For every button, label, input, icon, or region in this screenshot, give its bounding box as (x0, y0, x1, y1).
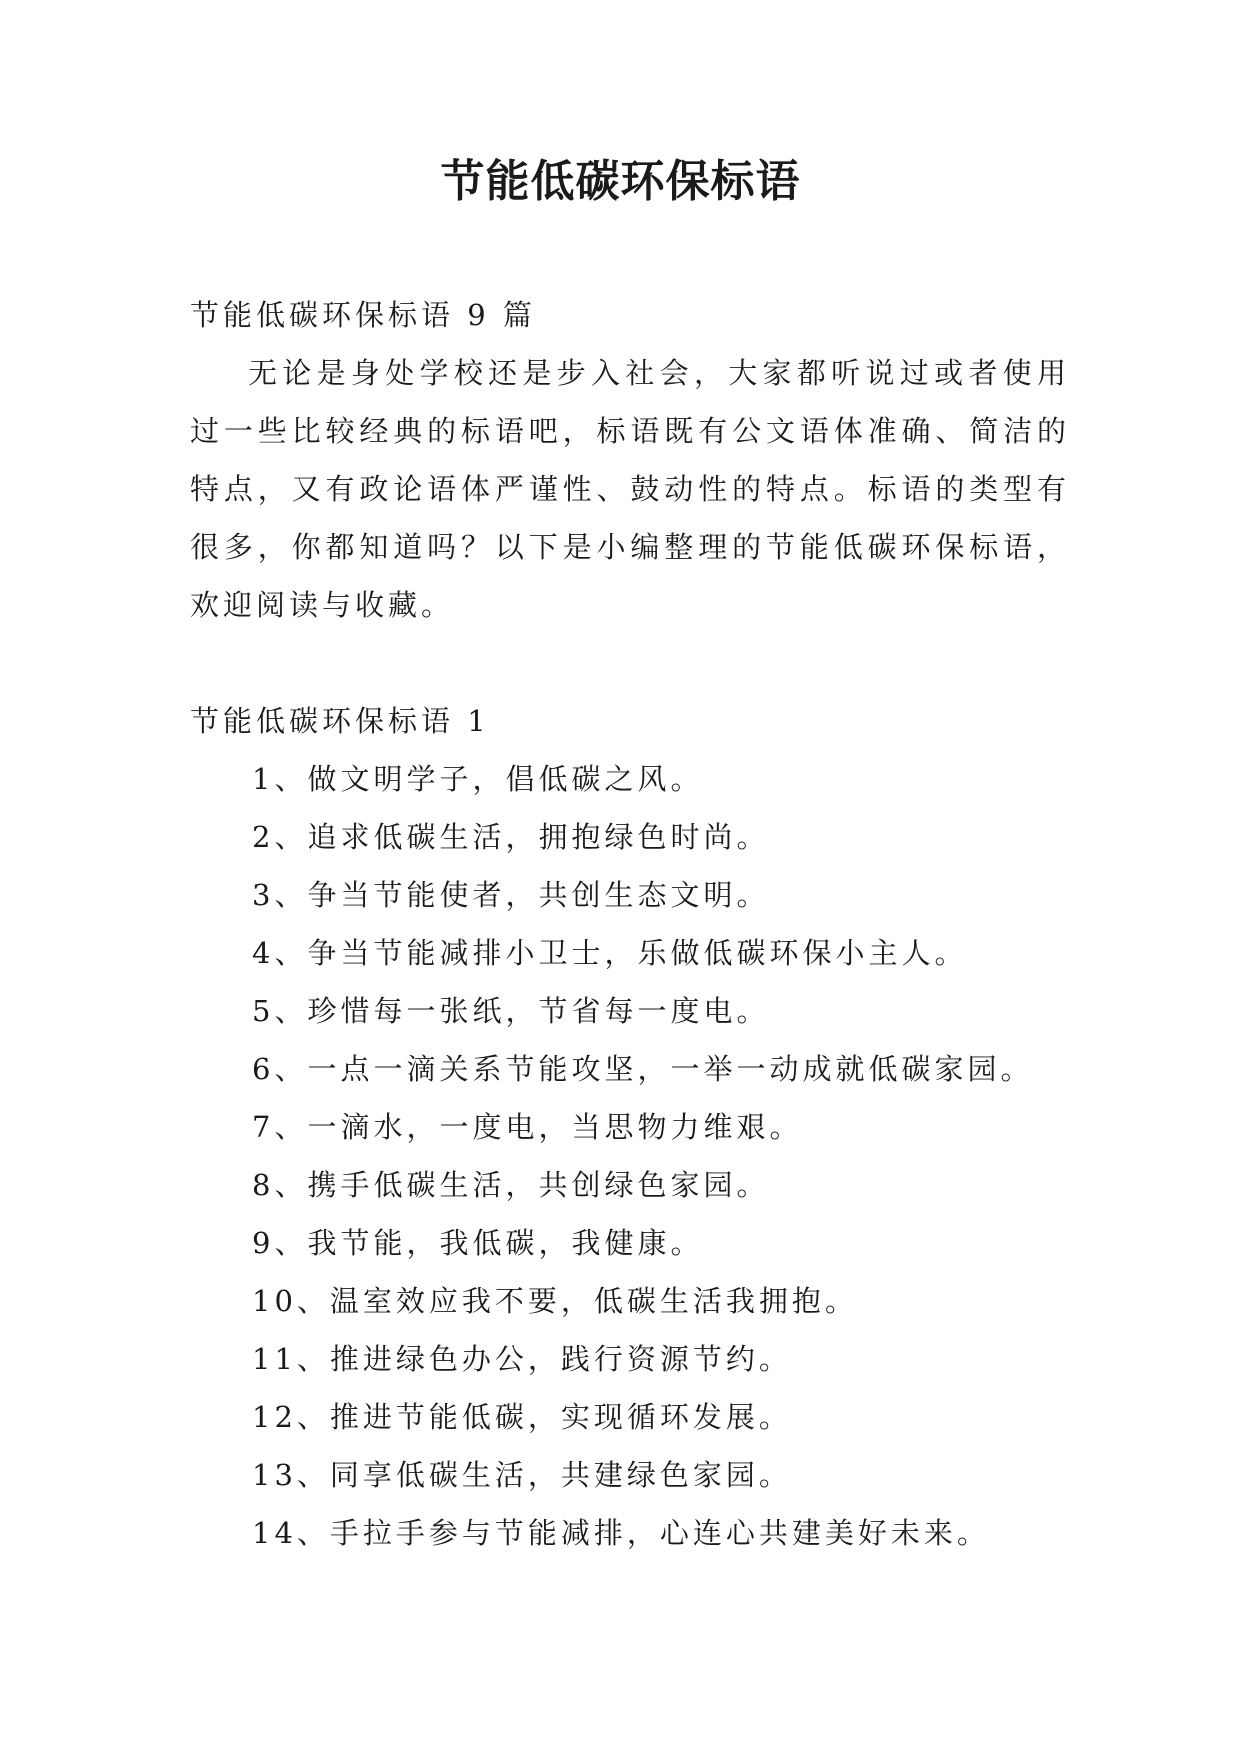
slogan-item: 4、争当节能减排小卫士，乐做低碳环保小主人。 (252, 936, 968, 970)
slogan-item: 6、一点一滴关系节能攻坚，一举一动成就低碳家园。 (252, 1052, 1034, 1086)
slogan-item: 11、推进绿色办公，践行资源节约。 (252, 1342, 792, 1376)
slogan-item: 2、追求低碳生活，拥抱绿色时尚。 (252, 820, 770, 854)
slogan-item: 13、同享低碳生活，共建绿色家园。 (252, 1458, 792, 1492)
slogan-item: 3、争当节能使者，共创生态文明。 (252, 878, 770, 912)
slogan-item: 7、一滴水，一度电，当思物力维艰。 (252, 1110, 803, 1144)
slogan-list (190, 750, 1070, 1562)
slogan-item: 14、手拉手参与节能减排，心连心共建美好未来。 (252, 1516, 990, 1550)
paragraph-gap (190, 634, 1070, 692)
section-heading: 节能低碳环保标语 1 (190, 704, 490, 738)
document-body (190, 286, 1070, 1562)
document-title: 节能低碳环保标语 (440, 156, 801, 207)
document-subtitle: 节能低碳环保标语 9 篇 (190, 298, 536, 332)
slogan-item: 10、温室效应我不要，低碳生活我拥抱。 (252, 1284, 858, 1318)
slogan-item: 1、做文明学子，倡低碳之风。 (252, 762, 704, 796)
slogan-item: 12、推进节能低碳，实现循环发展。 (252, 1400, 792, 1434)
intro-paragraph: 无论是身处学校还是步入社会，大家都听说过或者使用过一些比较经典的标语吧，标语既有公文语体准确、简洁的特点，又有政论语体严谨性、鼓动性的特点。标语的类型有很多，你都知道吗？以下是小编整理的节能低碳环保标语，欢迎阅读与收藏。 (190, 356, 1070, 622)
slogan-item: 8、携手低碳生活，共创绿色家园。 (252, 1168, 770, 1202)
slogan-item: 9、我节能，我低碳，我健康。 (252, 1226, 704, 1260)
slogan-item: 5、珍惜每一张纸，节省每一度电。 (252, 994, 770, 1028)
